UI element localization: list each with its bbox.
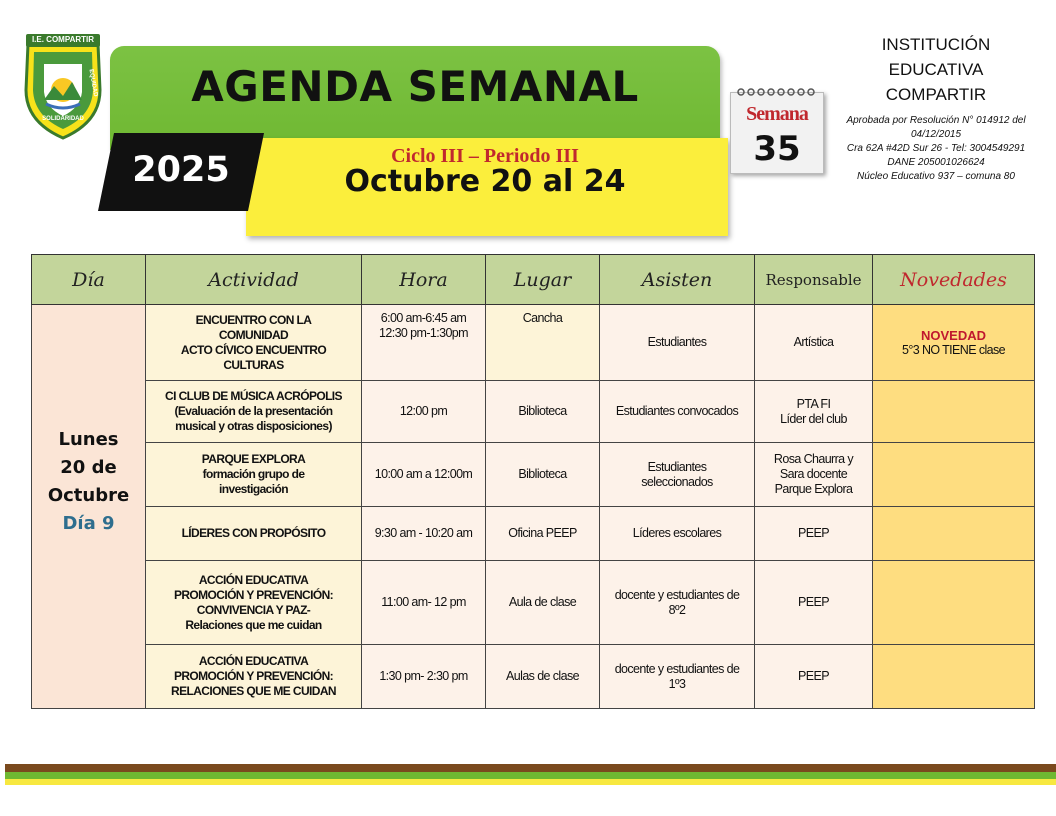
asisten-cell-line: docente y estudiantes de [614, 661, 740, 676]
actividad-cell-line: LÍDERES CON PROPÓSITO [181, 526, 326, 540]
table-row [32, 561, 1035, 645]
responsable-cell-line: Sara docente [779, 467, 848, 481]
actividad-cell-line: RELACIONES QUE ME CUIDAN [171, 684, 336, 698]
responsable-cell [755, 381, 873, 443]
actividad-cell-line: (Evaluación de la presentación [174, 404, 333, 418]
responsable-cell [755, 443, 873, 507]
week-calendar [730, 92, 824, 174]
actividad-cell [146, 443, 362, 507]
asisten-cell-line: Líderes escolares [632, 526, 722, 540]
institution-dane: DANE 205001026624 [887, 157, 985, 168]
hora-cell-line: 10:00 am a 12:00m [374, 467, 473, 481]
asisten-cell-line: Estudiantes [647, 335, 707, 349]
agenda-table [31, 254, 1035, 709]
actividad-cell-line: investigación [219, 482, 288, 496]
actividad-cell [146, 507, 362, 561]
day-cell [32, 305, 146, 709]
hora-cell-line: 12:00 pm [399, 404, 448, 418]
actividad-cell-line: ACCIÓN EDUCATIVA [198, 572, 309, 587]
table-header-row [32, 255, 1035, 305]
header-asisten: Asisten [600, 255, 755, 305]
hora-cell [362, 561, 486, 645]
responsable-cell-line: Rosa Chaurra y [773, 452, 854, 466]
ciclo-periodo-label: Ciclo III – Periodo III [391, 145, 579, 167]
lugar-cell: Biblioteca [486, 381, 600, 443]
asisten-cell [600, 561, 755, 645]
novedad-cell [873, 305, 1035, 381]
responsable-cell-line: PEEP [798, 526, 829, 540]
logo-top-text: I.E. COMPARTIR [31, 35, 95, 44]
hora-cell-line: 9:30 am - 10:20 am [374, 526, 473, 540]
institution-resolucion: Aprobada por Resolución N° 014912 del 04/12/2015 [846, 115, 1026, 140]
header-responsable: Responsable [755, 255, 873, 305]
responsable-cell-line: PTA FI [796, 396, 831, 411]
hora-cell [362, 645, 486, 709]
responsable-cell [755, 305, 873, 381]
responsable-cell-line: PEEP [798, 669, 829, 683]
responsable-cell-line: PEEP [798, 595, 829, 609]
novedad-text: 5°3 NO TIENE clase [901, 342, 1006, 357]
actividad-cell-line: CI CLUB DE MÚSICA ACRÓPOLIS [165, 389, 342, 403]
institution-line1: INSTITUCIÓN [881, 35, 991, 54]
asisten-cell-line: 1º3 [668, 676, 686, 691]
hora-cell [362, 381, 486, 443]
date-range-label: Octubre 20 al 24 [344, 164, 626, 199]
hora-cell-line: 6:00 am-6:45 am [380, 311, 467, 325]
responsable-cell-line: Parque Explora [774, 482, 853, 496]
responsable-cell [755, 507, 873, 561]
table-row [32, 381, 1035, 443]
calendar-week-number: 35 [753, 129, 801, 169]
asisten-cell [600, 443, 755, 507]
hora-cell [362, 507, 486, 561]
actividad-cell-line: COMUNIDAD [218, 327, 289, 342]
novedad-cell [873, 561, 1035, 645]
logo-left-text: RESPETO [10, 68, 22, 98]
asisten-cell-line: docente y estudiantes de [614, 587, 740, 602]
actividad-cell-line: CONVIVENCIA Y PAZ- [196, 602, 311, 617]
actividad-cell-line: musical y otras disposiciones) [175, 419, 332, 433]
responsable-cell [755, 645, 873, 709]
header-hora: Hora [362, 255, 486, 305]
actividad-cell [146, 561, 362, 645]
actividad-cell-line: CULTURAS [223, 357, 284, 372]
responsable-cell-line: Líder del club [780, 411, 847, 426]
table-row [32, 645, 1035, 709]
hora-cell-line: 11:00 am- 12 pm [381, 595, 466, 609]
asisten-cell [600, 507, 755, 561]
hora-cell-line: 12:30 pm-1:30pm [379, 326, 468, 340]
lugar-cell: Biblioteca [486, 443, 600, 507]
institution-line2: EDUCATIVA [888, 60, 984, 79]
novedad-title: NOVEDAD [920, 327, 986, 343]
institution-direccion: Cra 62A #42D Sur 26 - Tel: 3004549291 [846, 143, 1026, 154]
novedad-cell [873, 443, 1035, 507]
logo-right-text: EQUIDAD [87, 68, 99, 98]
novedad-cell [873, 507, 1035, 561]
calendar-week-label: Semana [746, 103, 808, 125]
asisten-cell-line: Estudiantes [647, 459, 707, 474]
actividad-cell-line: PROMOCIÓN Y PREVENCIÓN: [173, 669, 334, 683]
asisten-cell [600, 381, 755, 443]
day-label-line3: Octubre [47, 485, 130, 506]
asisten-cell [600, 305, 755, 381]
page-title: AGENDA SEMANAL [191, 62, 639, 111]
actividad-cell-line: ACTO CÍVICO ENCUENTRO [180, 342, 327, 357]
institution-name [836, 32, 1036, 107]
day-label-line4: Día 9 [62, 513, 115, 534]
day-label-line2: 20 de [60, 457, 117, 478]
responsable-cell-line: Artística [793, 335, 834, 349]
hora-cell [362, 443, 486, 507]
year-label: 2025 [132, 150, 230, 190]
header-dia: Día [32, 255, 146, 305]
actividad-cell [146, 381, 362, 443]
novedad-cell [873, 645, 1035, 709]
table-row [32, 305, 1035, 381]
asisten-cell-line: Estudiantes convocados [615, 404, 739, 418]
asisten-cell-line: 8º2 [668, 602, 686, 617]
actividad-cell-line: ACCIÓN EDUCATIVA [198, 654, 309, 668]
header-novedades: Novedades [873, 255, 1035, 305]
institution-nucleo: Núcleo Educativo 937 – comuna 80 [857, 171, 1015, 182]
actividad-cell-line: formación grupo de [202, 467, 305, 481]
actividad-cell [146, 305, 362, 381]
institution-line3: COMPARTIR [885, 85, 987, 104]
actividad-cell-line: PROMOCIÓN Y PREVENCIÓN: [173, 587, 334, 602]
footer-stripe-green [5, 772, 1056, 779]
hora-cell-line: 1:30 pm- 2:30 pm [379, 669, 468, 683]
lugar-cell: Aulas de clase [486, 645, 600, 709]
day-label-line1: Lunes [58, 429, 119, 450]
institution-info [836, 114, 1036, 184]
footer-stripe-brown [5, 764, 1056, 772]
novedad-cell [873, 381, 1035, 443]
actividad-cell-line: PARQUE EXPLORA [201, 452, 306, 466]
lugar-cell: Cancha [486, 305, 600, 381]
lugar-cell: Aula de clase [486, 561, 600, 645]
table-row [32, 443, 1035, 507]
header-actividad: Actividad [146, 255, 362, 305]
table-row [32, 507, 1035, 561]
responsable-cell [755, 561, 873, 645]
logo-bottom-text: SOLIDARIDAD [42, 116, 84, 122]
hora-cell [362, 305, 486, 381]
actividad-cell-line: Relaciones que me cuidan [185, 617, 322, 632]
calendar-rings-icon [731, 87, 823, 97]
asisten-cell-line: seleccionados [641, 474, 713, 489]
actividad-cell-line: ENCUENTRO CON LA [195, 312, 312, 327]
header-lugar: Lugar [486, 255, 600, 305]
asisten-cell [600, 645, 755, 709]
footer-stripe-yellow [5, 779, 1056, 785]
lugar-cell: Oficina PEEP [486, 507, 600, 561]
actividad-cell [146, 645, 362, 709]
